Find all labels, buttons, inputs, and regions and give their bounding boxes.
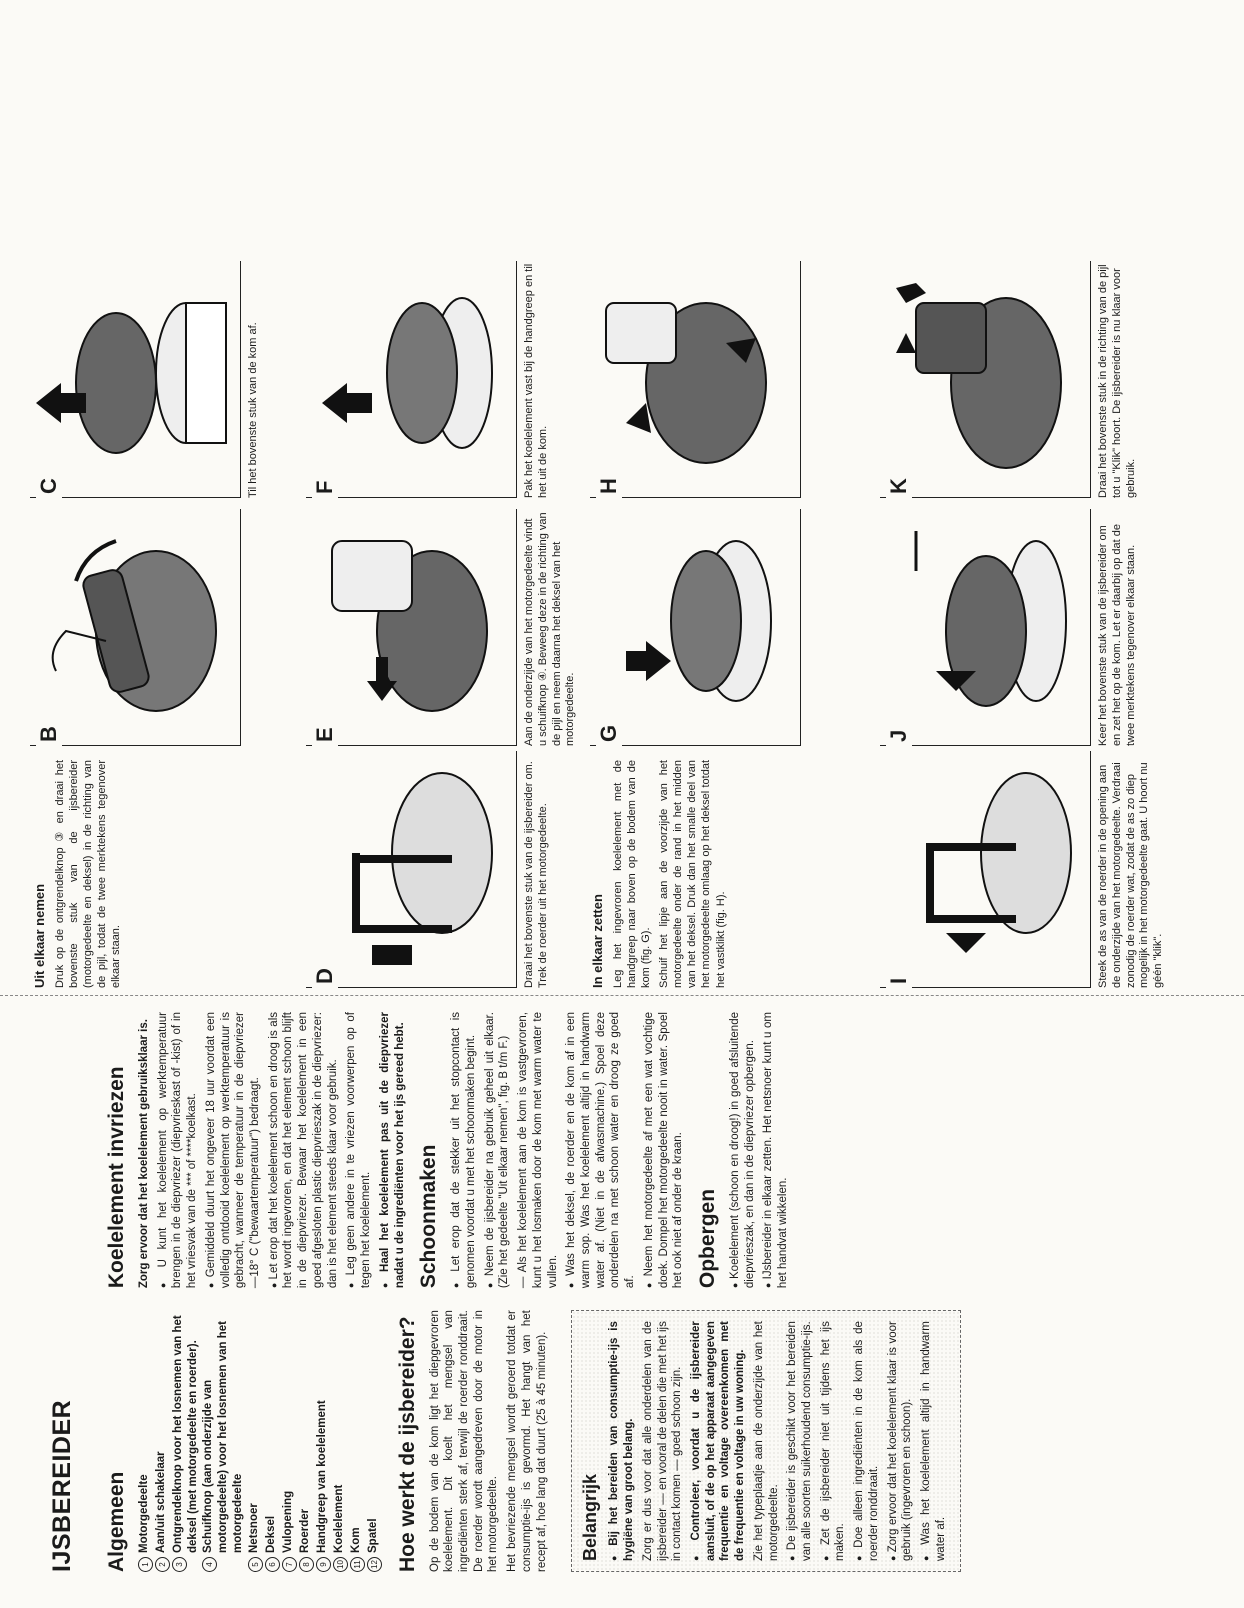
figure-caption: Steek de as van de roerder in de opening aan de onderzijde van het motorgedeelte. Verdraai zonodig de roerder wat, zodat de as zo diep mogelijk in het motorgedeelte gaat. U hoort nu géén "klik". [1097, 762, 1164, 988]
figure-letter: C [36, 474, 62, 498]
koel-item: ● Gemiddeld duurt het ongeveer 18 uur voordat een volledig ontdooid koelelement op werktemperatuur is gebracht, wanneer de temperatuur in de diepvriezer —18° C ("bewaartemperatuur") bedraagt. [204, 1012, 263, 1288]
ice-maker-illustration [312, 271, 508, 483]
part-label: Netsnoer [247, 1503, 260, 1553]
ice-maker-illustration [886, 271, 1082, 483]
ice-maker-illustration [36, 519, 232, 731]
part-number: 10 [333, 1557, 348, 1572]
koel-item: ● U kunt het koelelement op werktemperatuur brengen in de diepvriezer (diepvrieskast of -kist) of in het vriesvak van de *** of ****koelkast. [156, 1012, 200, 1288]
part-label: Ontgrendelknop voor het losnemen van het deksel (met motorgedeelte en roerder). [172, 1315, 199, 1553]
right-subcolumn [95, 1012, 961, 1288]
text-column [0, 998, 1244, 1588]
part-label: Roerder [298, 1508, 311, 1553]
figure-letter: K [886, 474, 912, 498]
ice-maker-illustration [596, 519, 792, 731]
figure-caption: Pak het koelelement vast bij de handgreep en til het uit de kom. [523, 263, 549, 498]
belangrijk-item: Zorg er dus voor dat alle onderdelen van de ijsbereider — en vooral de delen die met het ijs in contact komen — goed schoon zijn. [641, 1321, 684, 1561]
opbergen-heading: Opbergen [696, 1188, 719, 1289]
belangrijk-heading: Belangrijk [580, 1473, 601, 1561]
figure-g [590, 510, 807, 746]
part-number: 5 [248, 1557, 263, 1572]
schoon-item: ● Let erop dat de stekker uit het stopcontact is genomen voordat u met het schoonmaken begint. [449, 1012, 478, 1288]
figure-c [30, 262, 261, 498]
ice-maker-illustration [886, 519, 1082, 731]
part-label: Aan/uit schakelaar [155, 1451, 167, 1553]
belangrijk-item: ● Doe alleen ingrediënten in de kom als de roerder ronddraait. [852, 1321, 881, 1561]
belangrijk-box [571, 1310, 961, 1572]
part-number: 12 [367, 1557, 382, 1572]
figure-caption: Til het bovenste stuk van de kom af. [247, 322, 259, 498]
koel-heading: Koelelement invriezen [105, 1066, 128, 1289]
part-item [154, 1310, 170, 1572]
ice-maker-illustration [886, 761, 1082, 973]
ice-maker-illustration [596, 271, 792, 483]
hoe-paragraph: Het bevriezende mengsel wordt geroerd totdat er consumptie-ijs is gevormd. Het hangt van het recept af, hoe lang dat duurt (25 à 45 minuten). [506, 1310, 548, 1572]
part-number: 2 [155, 1557, 170, 1572]
left-subcolumn [95, 1310, 961, 1572]
part-item [137, 1310, 153, 1572]
page-title: IJSBEREIDER [48, 1399, 76, 1572]
opbergen-item: ● Koelelement (schoon en droog!) in goed afsluitende diepvrieszak, en dan in de diepvriezer opbergen. [728, 1012, 757, 1288]
figure-b [30, 510, 247, 746]
parts-list [137, 1310, 382, 1572]
part-number: 8 [299, 1557, 314, 1572]
figure-letter: I [886, 974, 912, 988]
belangrijk-item: ● Zet de ijsbereider niet uit tijdens het ijs maken. [819, 1321, 848, 1561]
uit-text: Druk op de ontgrendelknop ③ en draai het bovenste stuk van de ijsbereider (motorgedeelte en deksel) in de richting van de pijl, todat de twee merktekens tegenover elkaar staan. [54, 760, 123, 988]
koel-item: ● Haal het koelelement pas uit de diepvriezer nadat u de ingrediënten voor het ijs gereed hebt. [378, 1012, 407, 1288]
belangrijk-item: Zie het typeplaatje aan de onderzijde van het motorgedeelte. [752, 1321, 780, 1561]
figure-letter: J [886, 726, 912, 746]
figure-letter: H [596, 474, 622, 498]
algemeen-heading: Algemeen [105, 1471, 128, 1572]
part-item [171, 1310, 200, 1572]
uit-heading: Uit elkaar nemen [32, 883, 47, 988]
part-item [366, 1310, 382, 1572]
figure-caption: Draai het bovenste stuk in de richting van de pijl tot u "Klik" hoort. De ijsbereider is nu klaar voor gebruik. [1097, 264, 1137, 498]
figure-k [880, 262, 1138, 498]
part-item [349, 1310, 365, 1572]
figure-caption: Keer het bovenste stuk van de ijsbereider om en zet het op de kom. Let er daarbij op dat de twee merktekens tegenover elkaar staan. [1097, 524, 1137, 746]
schoon-item: ● Neem de ijsbereider na gebruik geheel uit elkaar. (Zie het gedeelte "Uit elkaar nemen", fig. B t/m F.) [483, 1012, 512, 1288]
opbergen-item: ● IJsbereider in elkaar zetten. Het netsnoer kunt u om het handvat wikkelen. [761, 1012, 790, 1288]
figure-e [306, 510, 578, 746]
inelkaar-paragraph: Leg het ingevroren koelelement met de handgreep naar boven op de bodem van de kom (fig. G). [612, 760, 653, 988]
belangrijk-item: ● Was het koelelement altijd in handwarm water af. [919, 1321, 948, 1561]
part-number: 3 [172, 1557, 187, 1572]
hoe-paragraph: Op de bodem van de kom ligt het diepgevroren koelelement. Dit koelt het mengsel van ingrediënten sterk af, terwijl de roerder ronddraait. De roerder wordt aangedreven door de motor in het motorgedeelte. [428, 1310, 500, 1572]
figure-f [306, 262, 551, 498]
part-label: Motorgedeelte [138, 1474, 150, 1553]
part-label: Spatel [366, 1518, 379, 1553]
belangrijk-item: ● De ijsbereider is geschikt voor het bereiden van alle soorten suikerhoudend consumptie-ijs. [785, 1321, 814, 1561]
in-elkaar-section [590, 760, 732, 988]
part-number: 1 [138, 1557, 153, 1572]
inelkaar-heading: In elkaar zetten [590, 894, 605, 988]
part-item [315, 1310, 331, 1572]
part-number: 4 [202, 1557, 217, 1572]
inelkaar-paragraph: Schuif het lipje aan de voorzijde van het motorgedeelte onder de rand in het midden van het deksel. Druk dan het smalle deel van het motorgedeelte omlaag op het deksel totdat het vastklikt (fig. H). [658, 760, 727, 988]
belangrijk-item: ● Controleer, voordat u de ijsbereider aansluit, of de op het apparaat aangegeven frequentie en voltage overeenkomen met de frequentie en voltage in uw woning. [689, 1321, 748, 1561]
figure-d [306, 752, 551, 988]
part-item [264, 1310, 280, 1572]
ice-maker-illustration [36, 271, 232, 483]
koel-item: ● Let erop dat het koelelement schoon en droog is als het wordt ingevroren, en dat het element schoon blijft in de diepvriezer. Bewaar het koelelement in een goed afgesloten plastic diepvrieszak in de diepvriezer: dan is het element steeds klaar voor gebruik. [267, 1012, 341, 1288]
part-number: 6 [265, 1557, 280, 1572]
part-label: Koelelement [332, 1484, 345, 1553]
figure-i [880, 752, 1166, 988]
part-item [281, 1310, 297, 1572]
figure-h [590, 262, 807, 498]
schoon-heading: Schoonmaken [417, 1144, 441, 1289]
koel-lead: Zorg ervoor dat het koelelement gebruiksklaar is. [138, 1019, 150, 1289]
figure-j [880, 510, 1138, 746]
part-label: Vulopening [281, 1490, 294, 1553]
schoon-item: ● Neem het motorgedeelte af met een wat vochtige doek. Dompel het motorgedeelte nooit in water. Spoel het ook niet af onder de kraan. [642, 1012, 686, 1288]
part-label: Handgreep van koelelement [315, 1400, 328, 1553]
part-number: 9 [316, 1557, 331, 1572]
koel-item: ● Leg geen andere in te vriezen voorwerpen op of tegen het koelelement. [344, 1012, 373, 1288]
part-number: 11 [350, 1557, 365, 1572]
schoon-item: — Als het koelelement aan de kom is vastgevroren, kunt u het losmaken door de kom met warm water te vullen. [517, 1012, 559, 1289]
part-label: Deksel [264, 1515, 277, 1553]
uit-elkaar-section [32, 760, 127, 988]
belangrijk-item: ● Zorg ervoor dat het koelelement klaar is voor gebruik (ingevroren en schoon). [886, 1321, 915, 1561]
figure-caption: Aan de onderzijde van het motorgedeelte vindt u schuifknop ④. Beweeg deze in de richting van de pijl en neem daarna het deksel van het motorgedeelte. [523, 512, 577, 746]
part-label: Kom [349, 1527, 362, 1553]
ice-maker-illustration [312, 519, 508, 731]
part-item [332, 1310, 348, 1572]
part-number: 7 [282, 1557, 297, 1572]
figure-letter: E [312, 723, 338, 746]
figure-letter: B [36, 722, 62, 746]
part-item [201, 1310, 245, 1572]
figure-letter: D [312, 964, 338, 988]
part-label: Schuifknop (aan onderzijde van motorgedeelte) voor het losnemen van het motorgedeelte [202, 1321, 244, 1553]
figure-caption: Draai het bovenste stuk van de ijsbereider om. Trek de roerder uit het motorgedeelte. [523, 761, 549, 988]
hoe-heading: Hoe werkt de ijsbereider? [395, 1316, 419, 1572]
figure-letter: F [312, 477, 338, 498]
schoon-item: ● Was het deksel, de roerder en de kom af in een warm sop. Was het koelelement altijd in handwarm water af. (Niet in de afwasmachine.) Spoel deze onderdelen na met schoon water en droog ze goed af. [564, 1012, 638, 1288]
figure-letter: G [596, 721, 622, 746]
ice-maker-illustration [312, 761, 508, 973]
belangrijk-item: ● Bij het bereiden van consumptie-ijs is hygiëne van groot belang. [607, 1321, 636, 1561]
part-item [298, 1310, 314, 1572]
part-item [247, 1310, 263, 1572]
